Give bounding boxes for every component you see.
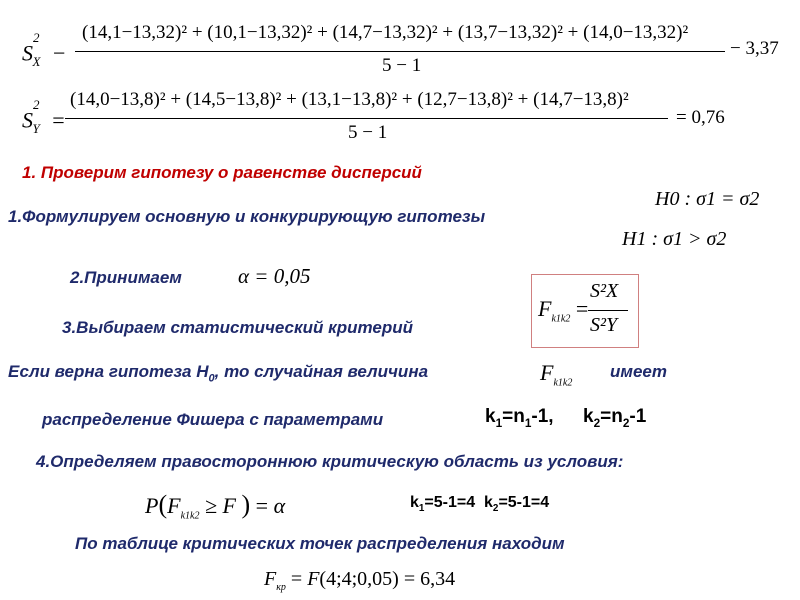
hypothesis-h0: H0 : σ1 = σ2 (655, 188, 760, 210)
distribution-line: распределение Фишера с параметрами (42, 410, 384, 429)
formula2-lhs: $S^2_Y$ = (22, 97, 65, 136)
param-k2: $k_2=n_2-1$ (583, 406, 647, 430)
criterion-fraction-line (588, 310, 628, 311)
criterion-denominator: S²Y (590, 314, 618, 336)
if-line-end: имеет (610, 362, 667, 381)
step3-label: 3.Выбираем статистический критерий (62, 318, 413, 337)
formula2-fraction-line (65, 118, 668, 119)
if-line: Если верна гипотеза $Н_0$, то случайная величина (8, 362, 429, 385)
table-line: По таблице критических точек распределения находим (75, 534, 565, 553)
formula1-denominator: 5 − 1 (382, 55, 422, 76)
criterion-numerator: S²X (590, 280, 619, 302)
prob-formula: $P(F_{k1k2} \ge F$ ) = α (145, 490, 286, 522)
formula2-numerator: (14,0−13,8)² + (14,5−13,8)² + (13,1−13,8)² + (12,7−13,8)² + (14,7−13,8)² (70, 89, 629, 110)
if-line-fsymbol: $F_{k1k2}$ (540, 360, 573, 389)
alpha-value: α = 0,05 (238, 264, 311, 288)
formula2-result: = 0,76 (676, 107, 725, 128)
step1-title: 1. Проверим гипотезу о равенстве дисперсий (22, 163, 422, 182)
fcrit-formula: $F_{кр}$ = F(4;4;0,05) = 6,34 (264, 568, 456, 593)
hypothesis-h1: H1 : σ1 > σ2 (622, 228, 727, 250)
step2-label: 2.Принимаем (70, 268, 182, 287)
criterion-lhs: $F_{k1k2}$ = (538, 296, 589, 325)
formula1-fraction-line (75, 51, 725, 52)
param-k1: $k_1=n_1-1$, (485, 406, 554, 430)
step1-subtitle: 1.Формулируем основную и конкурирующую гипотезы (8, 207, 486, 226)
formula1-lhs: $S^2_X$ − (22, 30, 66, 69)
k-values: $k_1=5-1=4$ $k_2=5-1=4$ (410, 494, 550, 515)
step4-label: 4.Определяем правостороннюю критическую область из условия: (36, 452, 624, 471)
formula1-numerator: (14,1−13,32)² + (10,1−13,32)² + (14,7−13,32)² + (13,7−13,32)² + (14,0−13,32)² (82, 22, 689, 43)
formula2-denominator: 5 − 1 (348, 122, 388, 143)
formula1-result: − 3,37 (730, 38, 779, 59)
